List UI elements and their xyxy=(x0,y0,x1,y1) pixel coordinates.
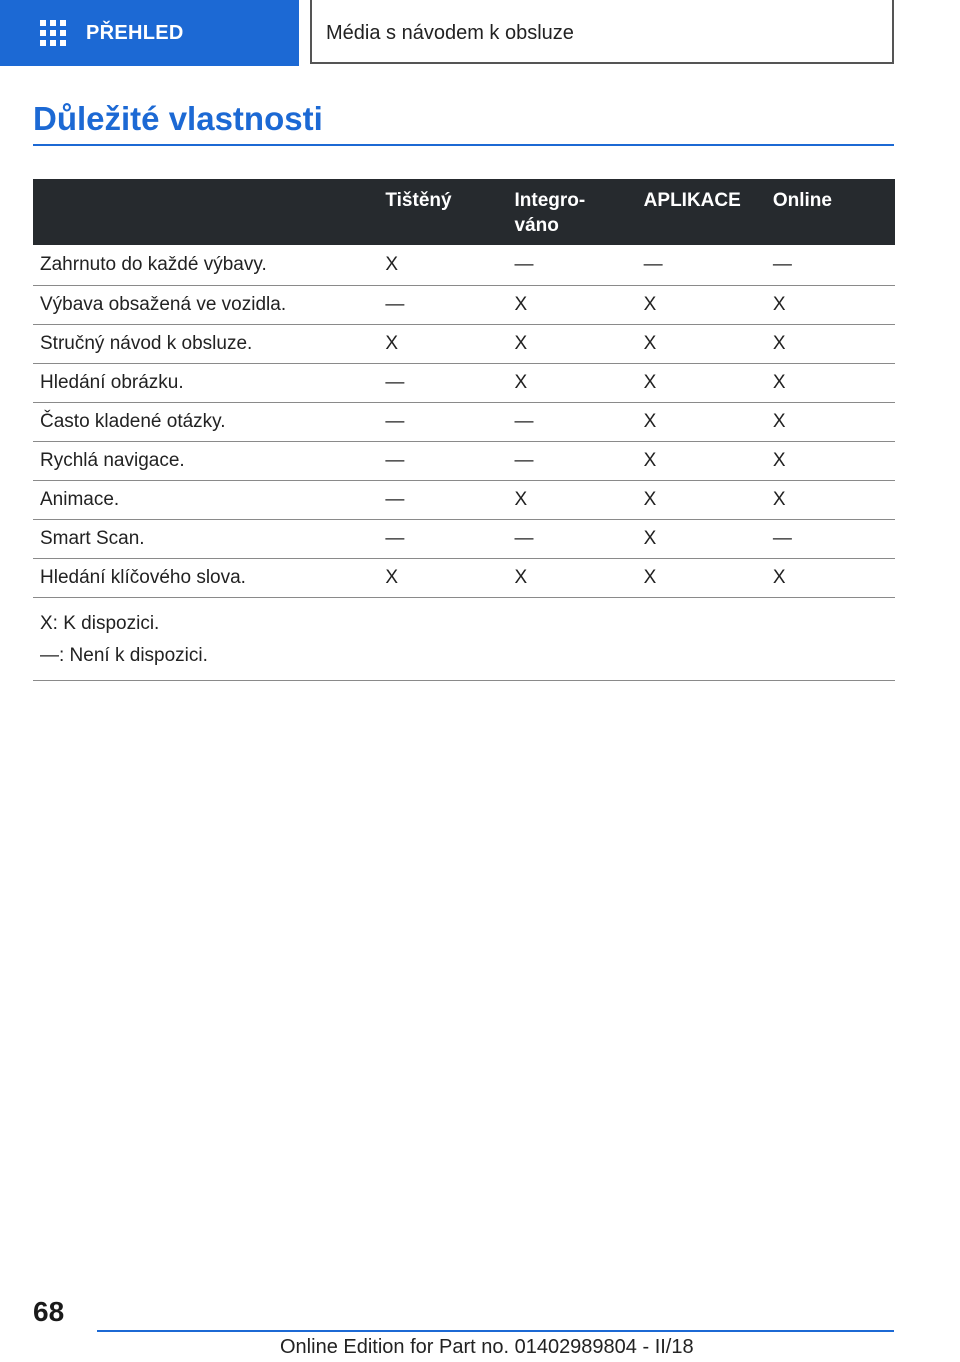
availability-cell: X xyxy=(637,442,766,481)
availability-cell: X xyxy=(508,364,637,403)
feature-name-cell: Stručný návod k obsluze. xyxy=(33,325,378,364)
features-table xyxy=(33,179,895,681)
column-header xyxy=(33,179,378,245)
footer-edition: Online Edition for Part no. 01402989804 - II/18 xyxy=(280,1336,694,1358)
availability-cell: X xyxy=(766,481,895,520)
table-row xyxy=(33,403,895,442)
table-row xyxy=(33,559,895,598)
availability-cell: — xyxy=(378,520,507,559)
feature-name-cell: Často kladené otázky. xyxy=(33,403,378,442)
availability-cell: X xyxy=(508,325,637,364)
header-part: Integro- váno xyxy=(514,190,586,236)
grid-menu-icon xyxy=(40,20,66,46)
availability-cell: — xyxy=(378,481,507,520)
table-row xyxy=(33,442,895,481)
availability-cell: — xyxy=(378,286,507,325)
availability-cell: X xyxy=(637,559,766,598)
title-divider xyxy=(33,144,894,146)
feature-name-cell: Výbava obsažená ve vozidla. xyxy=(33,286,378,325)
feature-name-cell: Hledání obrázku. xyxy=(33,364,378,403)
availability-cell: X xyxy=(766,325,895,364)
availability-cell: — xyxy=(508,245,637,286)
column-header-printed: Tištěný xyxy=(378,179,507,245)
table-row xyxy=(33,245,895,286)
availability-cell: X xyxy=(766,403,895,442)
column-header-integrated xyxy=(508,179,637,245)
overview-tab[interactable] xyxy=(0,0,299,66)
legend-cell xyxy=(33,598,895,681)
availability-cell: — xyxy=(378,442,507,481)
availability-cell: X xyxy=(637,403,766,442)
breadcrumb[interactable] xyxy=(310,0,894,64)
table-row xyxy=(33,325,895,364)
table-row xyxy=(33,481,895,520)
availability-cell: X xyxy=(508,481,637,520)
feature-name-cell: Zahrnuto do každé výbavy. xyxy=(33,245,378,286)
column-header-online: Online xyxy=(766,179,895,245)
availability-cell: — xyxy=(766,520,895,559)
availability-cell: X xyxy=(508,286,637,325)
footer-divider xyxy=(97,1330,894,1332)
availability-cell: X xyxy=(637,364,766,403)
table-header-row xyxy=(33,179,895,245)
top-bar xyxy=(0,0,960,66)
table-row xyxy=(33,364,895,403)
page-title: Důležité vlastnosti xyxy=(33,100,323,137)
availability-cell: X xyxy=(378,559,507,598)
feature-name-cell: Animace. xyxy=(33,481,378,520)
availability-cell: X xyxy=(508,559,637,598)
availability-cell: — xyxy=(508,442,637,481)
availability-cell: — xyxy=(637,245,766,286)
availability-cell: X xyxy=(766,286,895,325)
page-number: 68 xyxy=(33,1296,65,1327)
feature-name-cell: Rychlá navigace. xyxy=(33,442,378,481)
availability-cell: — xyxy=(378,403,507,442)
availability-cell: X xyxy=(378,325,507,364)
breadcrumb-label: Média s návodem k obsluze xyxy=(326,21,574,44)
availability-cell: X xyxy=(637,286,766,325)
overview-tab-label: PŘEHLED xyxy=(86,21,184,44)
availability-cell: X xyxy=(766,442,895,481)
legend-unavailable: —: Není k dispozici. xyxy=(40,645,208,666)
table-row xyxy=(33,520,895,559)
availability-cell: X xyxy=(637,481,766,520)
availability-cell: X xyxy=(637,520,766,559)
availability-cell: X xyxy=(637,325,766,364)
availability-cell: X xyxy=(766,559,895,598)
feature-name-cell: Hledání klíčového slova. xyxy=(33,559,378,598)
availability-cell: — xyxy=(508,403,637,442)
column-header-app: APLIKACE xyxy=(637,179,766,245)
availability-cell: — xyxy=(766,245,895,286)
legend-row xyxy=(33,598,895,681)
availability-cell: X xyxy=(766,364,895,403)
table-row xyxy=(33,286,895,325)
availability-cell: — xyxy=(378,364,507,403)
feature-name-cell: Smart Scan. xyxy=(33,520,378,559)
availability-cell: — xyxy=(508,520,637,559)
availability-cell: X xyxy=(378,245,507,286)
legend-available: X: K dispozici. xyxy=(40,613,160,634)
